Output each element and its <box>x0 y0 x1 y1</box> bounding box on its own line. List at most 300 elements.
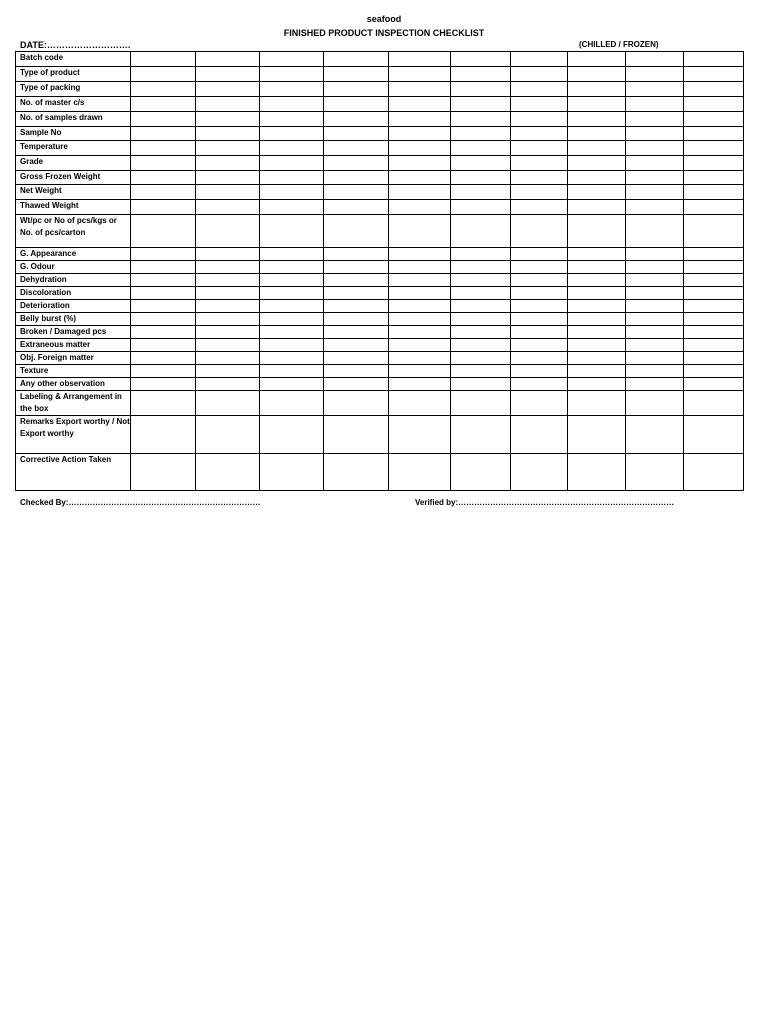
entry-cell[interactable] <box>196 156 260 171</box>
entry-cell[interactable] <box>196 248 260 261</box>
entry-cell[interactable] <box>684 215 744 248</box>
entry-cell[interactable] <box>568 352 626 365</box>
entry-cell[interactable] <box>260 339 324 352</box>
row-label: Batch code <box>16 52 131 67</box>
row-label: Net Weight <box>16 185 131 200</box>
entry-cell[interactable] <box>451 416 511 454</box>
entry-cell[interactable] <box>389 112 451 127</box>
entry-cell[interactable] <box>684 261 744 274</box>
company-name: seafood <box>366 14 402 24</box>
entry-cell[interactable] <box>389 185 451 200</box>
entry-cell[interactable] <box>511 313 568 326</box>
row-label: Dehydration <box>16 274 131 287</box>
entry-cell[interactable] <box>389 339 451 352</box>
entry-cell[interactable] <box>324 200 389 215</box>
entry-cell[interactable] <box>324 287 389 300</box>
entry-cell[interactable] <box>511 339 568 352</box>
entry-cell[interactable] <box>389 200 451 215</box>
table-row <box>16 378 744 391</box>
entry-cell[interactable] <box>568 339 626 352</box>
entry-cell[interactable] <box>389 52 451 67</box>
entry-cell[interactable] <box>196 274 260 287</box>
entry-cell[interactable] <box>684 171 744 185</box>
table-row <box>16 185 744 200</box>
entry-cell[interactable] <box>196 200 260 215</box>
chilled-frozen-label: (CHILLED / FROZEN) <box>579 40 659 49</box>
entry-cell[interactable] <box>568 378 626 391</box>
row-label: Gross Frozen Weight <box>16 171 131 185</box>
entry-cell[interactable] <box>568 261 626 274</box>
entry-cell[interactable] <box>626 261 684 274</box>
entry-cell[interactable] <box>451 171 511 185</box>
entry-cell[interactable] <box>324 52 389 67</box>
entry-cell[interactable] <box>626 248 684 261</box>
entry-cell[interactable] <box>324 378 389 391</box>
entry-cell[interactable] <box>324 248 389 261</box>
entry-cell[interactable] <box>131 352 196 365</box>
entry-cell[interactable] <box>626 112 684 127</box>
entry-cell[interactable] <box>568 313 626 326</box>
table-row <box>16 156 744 171</box>
entry-cell[interactable] <box>568 141 626 156</box>
entry-cell[interactable] <box>451 261 511 274</box>
entry-cell[interactable] <box>626 171 684 185</box>
page-title: FINISHED PRODUCT INSPECTION CHECKLIST <box>283 28 485 38</box>
entry-cell[interactable] <box>684 141 744 156</box>
entry-cell[interactable] <box>196 97 260 112</box>
entry-cell[interactable] <box>626 274 684 287</box>
entry-cell[interactable] <box>451 274 511 287</box>
entry-cell[interactable] <box>389 156 451 171</box>
entry-cell[interactable] <box>626 127 684 141</box>
entry-cell[interactable] <box>324 454 389 491</box>
entry-cell[interactable] <box>324 274 389 287</box>
table-row <box>16 248 744 261</box>
entry-cell[interactable] <box>451 127 511 141</box>
entry-cell[interactable] <box>626 67 684 82</box>
entry-cell[interactable] <box>260 391 324 416</box>
entry-cell[interactable] <box>196 287 260 300</box>
entry-cell[interactable] <box>451 141 511 156</box>
entry-cell[interactable] <box>451 248 511 261</box>
entry-cell[interactable] <box>568 67 626 82</box>
entry-cell[interactable] <box>511 127 568 141</box>
entry-cell[interactable] <box>684 313 744 326</box>
entry-cell[interactable] <box>451 313 511 326</box>
row-label: Thawed Weight <box>16 200 131 215</box>
entry-cell[interactable] <box>389 67 451 82</box>
table-row <box>16 82 744 97</box>
entry-cell[interactable] <box>626 156 684 171</box>
entry-cell[interactable] <box>389 248 451 261</box>
entry-cell[interactable] <box>626 185 684 200</box>
entry-cell[interactable] <box>451 300 511 313</box>
entry-cell[interactable] <box>626 287 684 300</box>
entry-cell[interactable] <box>389 391 451 416</box>
entry-cell[interactable] <box>196 352 260 365</box>
entry-cell[interactable] <box>260 215 324 248</box>
entry-cell[interactable] <box>451 52 511 67</box>
table-row <box>16 52 744 67</box>
entry-cell[interactable] <box>260 274 324 287</box>
entry-cell[interactable] <box>389 171 451 185</box>
entry-cell[interactable] <box>389 141 451 156</box>
entry-cell[interactable] <box>511 248 568 261</box>
entry-cell[interactable] <box>568 185 626 200</box>
entry-cell[interactable] <box>324 185 389 200</box>
entry-cell[interactable] <box>389 300 451 313</box>
entry-cell[interactable] <box>684 185 744 200</box>
entry-cell[interactable] <box>324 313 389 326</box>
entry-cell[interactable] <box>131 300 196 313</box>
entry-cell[interactable] <box>324 97 389 112</box>
entry-cell[interactable] <box>568 326 626 339</box>
entry-cell[interactable] <box>511 287 568 300</box>
entry-cell[interactable] <box>324 171 389 185</box>
entry-cell[interactable] <box>511 365 568 378</box>
table-row <box>16 287 744 300</box>
table-row <box>16 391 744 416</box>
entry-cell[interactable] <box>196 378 260 391</box>
entry-cell[interactable] <box>451 352 511 365</box>
entry-cell[interactable] <box>260 82 324 97</box>
entry-cell[interactable] <box>684 391 744 416</box>
entry-cell[interactable] <box>260 248 324 261</box>
entry-cell[interactable] <box>260 454 324 491</box>
entry-cell[interactable] <box>568 97 626 112</box>
entry-cell[interactable] <box>196 313 260 326</box>
entry-cell[interactable] <box>324 261 389 274</box>
entry-cell[interactable] <box>131 274 196 287</box>
entry-cell[interactable] <box>568 248 626 261</box>
entry-cell[interactable] <box>451 454 511 491</box>
entry-cell[interactable] <box>196 326 260 339</box>
entry-cell[interactable] <box>324 82 389 97</box>
row-label: Obj. Foreign matter <box>16 352 131 365</box>
entry-cell[interactable] <box>511 215 568 248</box>
entry-cell[interactable] <box>131 127 196 141</box>
entry-cell[interactable] <box>260 352 324 365</box>
entry-cell[interactable] <box>451 391 511 416</box>
entry-cell[interactable] <box>260 378 324 391</box>
entry-cell[interactable] <box>324 141 389 156</box>
entry-cell[interactable] <box>451 365 511 378</box>
entry-cell[interactable] <box>324 391 389 416</box>
entry-cell[interactable] <box>131 365 196 378</box>
entry-cell[interactable] <box>511 200 568 215</box>
entry-cell[interactable] <box>568 274 626 287</box>
entry-cell[interactable] <box>568 52 626 67</box>
table-row <box>16 365 744 378</box>
entry-cell[interactable] <box>626 391 684 416</box>
entry-cell[interactable] <box>626 300 684 313</box>
entry-cell[interactable] <box>389 97 451 112</box>
entry-cell[interactable] <box>684 454 744 491</box>
entry-cell[interactable] <box>324 127 389 141</box>
entry-cell[interactable] <box>568 82 626 97</box>
entry-cell[interactable] <box>568 300 626 313</box>
entry-cell[interactable] <box>568 171 626 185</box>
entry-cell[interactable] <box>684 200 744 215</box>
entry-cell[interactable] <box>626 141 684 156</box>
entry-cell[interactable] <box>684 365 744 378</box>
entry-cell[interactable] <box>626 82 684 97</box>
entry-cell[interactable] <box>451 378 511 391</box>
entry-cell[interactable] <box>511 391 568 416</box>
entry-cell[interactable] <box>324 67 389 82</box>
row-label: Type of product <box>16 67 131 82</box>
entry-cell[interactable] <box>568 454 626 491</box>
entry-cell[interactable] <box>511 326 568 339</box>
entry-cell[interactable] <box>568 127 626 141</box>
entry-cell[interactable] <box>131 112 196 127</box>
entry-cell[interactable] <box>451 200 511 215</box>
entry-cell[interactable] <box>511 67 568 82</box>
table-row <box>16 200 744 215</box>
entry-cell[interactable] <box>196 339 260 352</box>
entry-cell[interactable] <box>389 416 451 454</box>
row-label: Belly burst (%) <box>16 313 131 326</box>
entry-cell[interactable] <box>511 141 568 156</box>
entry-cell[interactable] <box>451 112 511 127</box>
entry-cell[interactable] <box>626 52 684 67</box>
entry-cell[interactable] <box>260 171 324 185</box>
entry-cell[interactable] <box>260 365 324 378</box>
entry-cell[interactable] <box>684 82 744 97</box>
entry-cell[interactable] <box>511 416 568 454</box>
entry-cell[interactable] <box>260 112 324 127</box>
entry-cell[interactable] <box>389 127 451 141</box>
entry-cell[interactable] <box>260 185 324 200</box>
entry-cell[interactable] <box>511 112 568 127</box>
entry-cell[interactable] <box>568 287 626 300</box>
entry-cell[interactable] <box>196 185 260 200</box>
entry-cell[interactable] <box>684 416 744 454</box>
entry-cell[interactable] <box>511 352 568 365</box>
entry-cell[interactable] <box>451 67 511 82</box>
entry-cell[interactable] <box>626 200 684 215</box>
entry-cell[interactable] <box>324 112 389 127</box>
entry-cell[interactable] <box>626 97 684 112</box>
entry-cell[interactable] <box>511 454 568 491</box>
entry-cell[interactable] <box>260 300 324 313</box>
entry-cell[interactable] <box>626 215 684 248</box>
entry-cell[interactable] <box>389 326 451 339</box>
row-label: Type of packing <box>16 82 131 97</box>
entry-cell[interactable] <box>626 326 684 339</box>
entry-cell[interactable] <box>260 261 324 274</box>
entry-cell[interactable] <box>260 156 324 171</box>
entry-cell[interactable] <box>626 365 684 378</box>
entry-cell[interactable] <box>324 416 389 454</box>
entry-cell[interactable] <box>196 171 260 185</box>
entry-cell[interactable] <box>131 261 196 274</box>
row-label: Deterioration <box>16 300 131 313</box>
entry-cell[interactable] <box>511 185 568 200</box>
row-label: Temperature <box>16 141 131 156</box>
entry-cell[interactable] <box>389 82 451 97</box>
entry-cell[interactable] <box>451 339 511 352</box>
entry-cell[interactable] <box>196 141 260 156</box>
table-row <box>16 141 744 156</box>
entry-cell[interactable] <box>260 416 324 454</box>
entry-cell[interactable] <box>131 248 196 261</box>
entry-cell[interactable] <box>626 454 684 491</box>
entry-cell[interactable] <box>684 248 744 261</box>
entry-cell[interactable] <box>196 215 260 248</box>
entry-cell[interactable] <box>196 112 260 127</box>
entry-cell[interactable] <box>131 67 196 82</box>
entry-cell[interactable] <box>131 287 196 300</box>
row-label: Grade <box>16 156 131 171</box>
entry-cell[interactable] <box>196 82 260 97</box>
entry-cell[interactable] <box>511 261 568 274</box>
row-label: Sample No <box>16 127 131 141</box>
inspection-table <box>15 51 744 491</box>
entry-cell[interactable] <box>131 391 196 416</box>
entry-cell[interactable] <box>131 171 196 185</box>
entry-cell[interactable] <box>389 313 451 326</box>
entry-cell[interactable] <box>196 261 260 274</box>
entry-cell[interactable] <box>196 365 260 378</box>
entry-cell[interactable] <box>511 97 568 112</box>
entry-cell[interactable] <box>451 215 511 248</box>
entry-cell[interactable] <box>568 112 626 127</box>
entry-cell[interactable] <box>568 215 626 248</box>
entry-cell[interactable] <box>324 339 389 352</box>
entry-cell[interactable] <box>451 97 511 112</box>
entry-cell[interactable] <box>568 391 626 416</box>
entry-cell[interactable] <box>260 200 324 215</box>
entry-cell[interactable] <box>389 215 451 248</box>
entry-cell[interactable] <box>131 156 196 171</box>
entry-cell[interactable] <box>568 365 626 378</box>
table-row <box>16 274 744 287</box>
entry-cell[interactable] <box>196 300 260 313</box>
entry-cell[interactable] <box>389 365 451 378</box>
entry-cell[interactable] <box>196 454 260 491</box>
entry-cell[interactable] <box>511 52 568 67</box>
entry-cell[interactable] <box>511 171 568 185</box>
entry-cell[interactable] <box>131 82 196 97</box>
entry-cell[interactable] <box>260 313 324 326</box>
entry-cell[interactable] <box>260 97 324 112</box>
entry-cell[interactable] <box>389 454 451 491</box>
entry-cell[interactable] <box>684 127 744 141</box>
entry-cell[interactable] <box>451 287 511 300</box>
entry-cell[interactable] <box>684 156 744 171</box>
entry-cell[interactable] <box>511 82 568 97</box>
entry-cell[interactable] <box>260 127 324 141</box>
table-row <box>16 352 744 365</box>
entry-cell[interactable] <box>131 339 196 352</box>
entry-cell[interactable] <box>131 200 196 215</box>
entry-cell[interactable] <box>196 391 260 416</box>
entry-cell[interactable] <box>324 352 389 365</box>
table-row <box>16 97 744 112</box>
entry-cell[interactable] <box>324 300 389 313</box>
entry-cell[interactable] <box>684 112 744 127</box>
verified-by-field[interactable]: Verified by:……………………………………………………………………… <box>415 498 675 507</box>
entry-cell[interactable] <box>389 274 451 287</box>
entry-cell[interactable] <box>568 156 626 171</box>
entry-cell[interactable] <box>684 67 744 82</box>
entry-cell[interactable] <box>260 67 324 82</box>
entry-cell[interactable] <box>131 97 196 112</box>
entry-cell[interactable] <box>684 300 744 313</box>
entry-cell[interactable] <box>568 416 626 454</box>
entry-cell[interactable] <box>324 326 389 339</box>
entry-cell[interactable] <box>131 141 196 156</box>
entry-cell[interactable] <box>684 378 744 391</box>
entry-cell[interactable] <box>511 156 568 171</box>
entry-cell[interactable] <box>626 378 684 391</box>
entry-cell[interactable] <box>131 326 196 339</box>
entry-cell[interactable] <box>684 352 744 365</box>
entry-cell[interactable] <box>196 67 260 82</box>
entry-cell[interactable] <box>684 326 744 339</box>
entry-cell[interactable] <box>131 52 196 67</box>
entry-cell[interactable] <box>684 274 744 287</box>
entry-cell[interactable] <box>196 52 260 67</box>
entry-cell[interactable] <box>451 156 511 171</box>
entry-cell[interactable] <box>131 185 196 200</box>
entry-cell[interactable] <box>196 127 260 141</box>
entry-cell[interactable] <box>626 339 684 352</box>
entry-cell[interactable] <box>131 313 196 326</box>
entry-cell[interactable] <box>511 274 568 287</box>
entry-cell[interactable] <box>684 97 744 112</box>
entry-cell[interactable] <box>511 300 568 313</box>
entry-cell[interactable] <box>684 339 744 352</box>
entry-cell[interactable] <box>260 141 324 156</box>
entry-cell[interactable] <box>684 52 744 67</box>
entry-cell[interactable] <box>389 261 451 274</box>
entry-cell[interactable] <box>684 287 744 300</box>
entry-cell[interactable] <box>626 313 684 326</box>
entry-cell[interactable] <box>451 326 511 339</box>
date-field[interactable]: DATE:………………………. <box>20 40 131 50</box>
entry-cell[interactable] <box>196 416 260 454</box>
entry-cell[interactable] <box>131 215 196 248</box>
entry-cell[interactable] <box>568 200 626 215</box>
entry-cell[interactable] <box>131 416 196 454</box>
entry-cell[interactable] <box>451 185 511 200</box>
checked-by-field[interactable]: Checked By:……………………………………………………………… <box>20 498 261 507</box>
entry-cell[interactable] <box>131 454 196 491</box>
entry-cell[interactable] <box>324 215 389 248</box>
table-row <box>16 127 744 141</box>
table-row <box>16 215 744 248</box>
entry-cell[interactable] <box>389 287 451 300</box>
entry-cell[interactable] <box>389 352 451 365</box>
entry-cell[interactable] <box>389 378 451 391</box>
entry-cell[interactable] <box>626 416 684 454</box>
entry-cell[interactable] <box>260 326 324 339</box>
entry-cell[interactable] <box>260 287 324 300</box>
table-row <box>16 171 744 185</box>
entry-cell[interactable] <box>260 52 324 67</box>
entry-cell[interactable] <box>131 378 196 391</box>
entry-cell[interactable] <box>324 365 389 378</box>
row-label: Extraneous matter <box>16 339 131 352</box>
entry-cell[interactable] <box>511 378 568 391</box>
entry-cell[interactable] <box>324 156 389 171</box>
entry-cell[interactable] <box>451 82 511 97</box>
entry-cell[interactable] <box>626 352 684 365</box>
row-label: Labeling & Arrangement in the box <box>16 391 131 416</box>
row-label: G. Appearance <box>16 248 131 261</box>
